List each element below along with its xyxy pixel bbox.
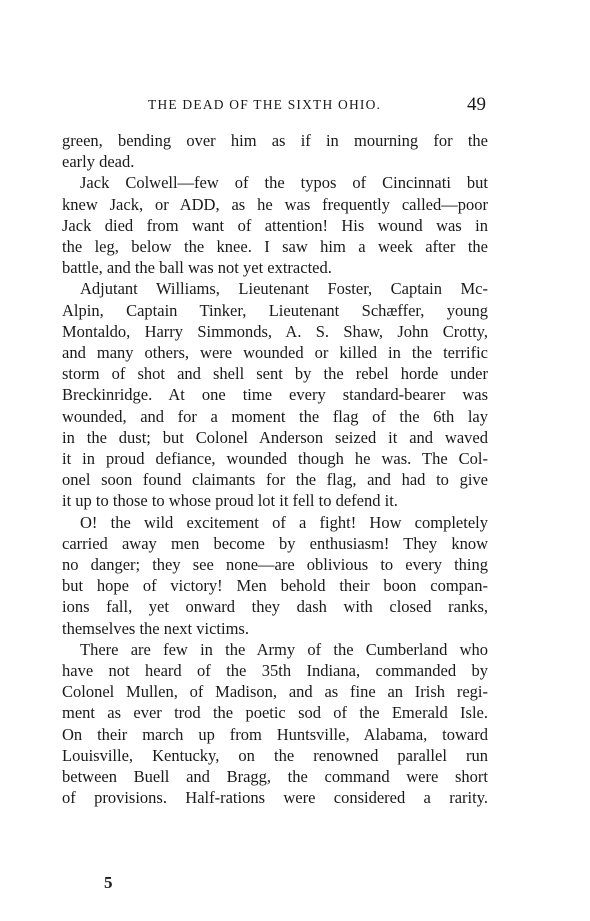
running-head-title: THE DEAD OF THE SIXTH OHIO. <box>148 97 382 112</box>
running-header <box>62 94 486 119</box>
text-line: and many others, were wounded or killed in the terrific <box>62 343 488 363</box>
text-line: it in proud defiance, wounded though he was. The Col- <box>62 449 488 469</box>
text-line: of provisions. Half-rations were considered a rarity. <box>62 788 488 808</box>
text-line: Louisville, Kentucky, on the renowned parallel run <box>62 745 488 765</box>
text-line: no danger; they see none—are oblivious to every thing <box>62 555 488 575</box>
text-line: storm of shot and shell sent by the rebel horde under <box>62 364 488 384</box>
text-line: Adjutant Williams, Lieutenant Foster, Captain Mc- <box>80 279 488 299</box>
paragraph-continuation <box>62 130 488 172</box>
text-line: but hope of victory! Men behold their boon compan- <box>62 576 488 596</box>
paragraph-35th-indiana <box>62 639 488 809</box>
body-text <box>62 130 488 809</box>
text-line: the leg, below the knee. I saw him a week after the <box>62 237 488 257</box>
paragraph-wild-excitement <box>62 512 488 639</box>
text-line: There are few in the Army of the Cumberland who <box>80 639 488 659</box>
text-line: O! the wild excitement of a fight! How completely <box>80 512 488 532</box>
text-line: themselves the next victims. <box>62 618 249 638</box>
text-line: Alpin, Captain Tinker, Lieutenant Schæffer, young <box>62 300 488 320</box>
text-line: battle, and the ball was not yet extracted. <box>62 258 332 278</box>
text-line: it up to those to whose proud lot it fell to defend it. <box>62 491 398 511</box>
text-line: Montaldo, Harry Simmonds, A. S. Shaw, John Crotty, <box>62 321 488 341</box>
text-line: ment as ever trod the poetic sod of the Emerald Isle. <box>62 703 488 723</box>
text-line: Colonel Mullen, of Madison, and as fine an Irish regi- <box>62 682 488 702</box>
text-line: early dead. <box>62 152 135 172</box>
text-line: Jack died from want of attention! His wound was in <box>62 215 488 235</box>
paragraph-adjutant-williams <box>62 278 488 511</box>
text-line: onel soon found claimants for the flag, and had to give <box>62 470 488 490</box>
paragraph-jack-colwell <box>62 172 488 278</box>
signature-mark: 5 <box>104 873 113 892</box>
text-line: between Buell and Bragg, the command were short <box>62 767 488 787</box>
text-line: carried away men become by enthusiasm! They know <box>62 533 488 553</box>
text-line: have not heard of the 35th Indiana, commanded by <box>62 661 488 681</box>
page-number: 49 <box>467 94 486 115</box>
text-line: ions fall, yet onward they dash with closed ranks, <box>62 597 488 617</box>
text-line: green, bending over him as if in mourning for the <box>62 131 488 150</box>
text-line: On their march up from Huntsville, Alabama, toward <box>62 724 488 744</box>
text-line: Breckinridge. At one time every standard-bearer was <box>62 385 488 405</box>
text-line: knew Jack, or ADD, as he was frequently called—poor <box>62 194 488 214</box>
text-line: Jack Colwell—few of the typos of Cincinnati but <box>80 173 488 193</box>
text-line: in the dust; but Colonel Anderson seized it and waved <box>62 427 488 447</box>
text-line: wounded, and for a moment the flag of the 6th lay <box>62 406 488 426</box>
